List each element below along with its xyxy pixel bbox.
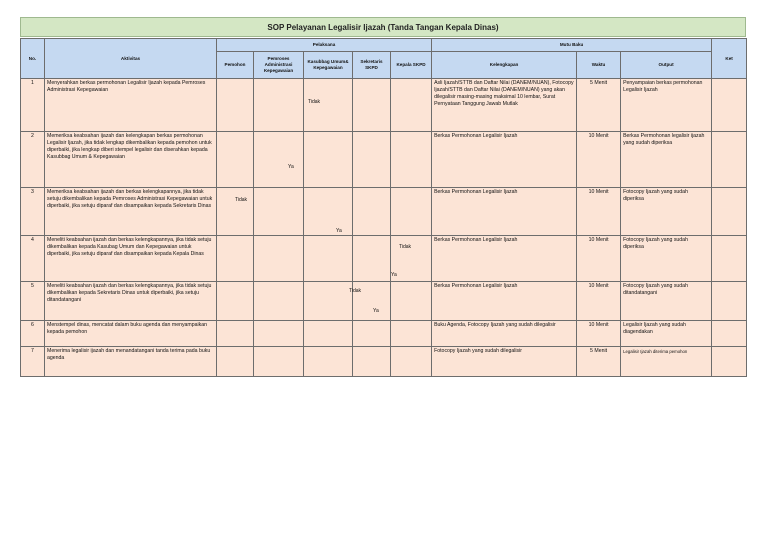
row-kelengkapan: Berkas Permohonan Legalisir Ijazah: [432, 188, 577, 236]
table-row: [21, 132, 747, 188]
sheet-title: SOP Pelayanan Legalisir Ijazah (Tanda Tangan Kepala Dinas): [20, 17, 746, 37]
header-ket: Ket: [712, 39, 747, 79]
table-row: [21, 188, 747, 236]
table-row: [21, 236, 747, 282]
header-no: No.: [21, 39, 45, 79]
header-pemohon: Pemohon: [217, 52, 254, 79]
row-output: Legalisir Ijazah yang sudah diagendakan: [621, 321, 712, 347]
row-waktu: 10 Menit: [577, 321, 621, 347]
row-no: 3: [21, 188, 45, 236]
decision-label: Ya: [288, 164, 294, 170]
table-row: [21, 282, 747, 321]
header-mutu-baku: Mutu Baku: [432, 39, 712, 52]
header-output: Output: [621, 52, 712, 79]
row-kelengkapan: Berkas Permohonan Legalisir Ijazah: [432, 236, 577, 282]
row-kelengkapan: Asli Ijazah/STTB dan Daftar Nilai (DANEM/NUAN), Fotocopy Ijazah/STTB dan Daftar Nilai (DANEM/NUAN) yang akan dilegalisir masing-masing maksimal 10 lembar, Surat Pernyataan Tanggung Jawab Mutlak: [432, 79, 577, 132]
row-waktu: 10 Menit: [577, 282, 621, 321]
row-kelengkapan: Berkas Permohonan Legalisir Ijazah: [432, 282, 577, 321]
header-pelaksana: Pelaksana: [217, 39, 432, 52]
header-kasubbag: Kasubbag Umum& Kepegawaian: [304, 52, 353, 79]
row-no: 1: [21, 79, 45, 132]
decision-label: Ya: [373, 308, 379, 314]
row-aktivitas: Menstempel dinas, mencatat dalam buku agenda dan menyampaikan kepada pemohon: [45, 321, 217, 347]
header-waktu: Waktu: [577, 52, 621, 79]
table-row: [21, 79, 747, 132]
row-aktivitas: Menerima legalisir ijazah dan menandatangani tanda terima pada buku agenda: [45, 347, 217, 377]
decision-label: Tidak: [235, 197, 248, 203]
row-waktu: 10 Menit: [577, 236, 621, 282]
sop-sheet: [20, 17, 746, 377]
row-output: Fotocopy Ijazah yang sudah ditandatangani: [621, 282, 712, 321]
decision-label: Tidak: [308, 99, 321, 105]
row-kelengkapan: Berkas Permohonan Legalisir Ijazah: [432, 132, 577, 188]
header-aktivitas: Aktivitas: [45, 39, 217, 79]
row-output: Penyampaian berkas permohonan Legalisir Ijazah: [621, 79, 712, 132]
header-pemroses: Pemroses Administrasi Kepegawaian: [254, 52, 304, 79]
row-aktivitas: Memeriksa keabsahan ijazah dan berkas kelengkapannya, jika tidak setuju dikembalikan kepada Pemroses Administrasi Kepegawaian untuk diperbaiki, jika setuju diparaf dan disampaikan kepada Sekretaris Dinas: [45, 188, 217, 236]
row-kelengkapan: Fotocopy Ijazah yang sudah dilegalisir: [432, 347, 577, 377]
row-no: 7: [21, 347, 45, 377]
row-waktu: 5 Menit: [577, 347, 621, 377]
decision-label: Ya: [391, 272, 397, 278]
table-row: [21, 321, 747, 347]
table-row: [21, 347, 747, 377]
row-aktivitas: Memeriksa keabsahan ijazah dan kelengkapan berkas permohonan Legalisir Ijazah, jika tidak lengkap dikembalikan kepada pemohon untuk diperbaiki, jika lengkap diberi stempel legalisir dan diserahkan kepada Kasubbag Umum & Kepegawaian: [45, 132, 217, 188]
row-aktivitas: Meneliti keabsahan ijazah dan berkas kelengkapannya, jika tidak setuju dikembalikan kepada Kasubag Umum dan Kepegawaian untuk diperbaiki, jika setuju diparaf dan disampaikan kepada Kepala Dinas: [45, 236, 217, 282]
decision-label: Tidak: [399, 244, 412, 250]
row-aktivitas: Menyerahkan berkas permohonan Legalisir Ijazah kepada Pemroses Administrasi Kepegawaian: [45, 79, 217, 132]
row-output: Fotocopy Ijazah yang sudah diperiksa: [621, 236, 712, 282]
row-aktivitas: Meneliti keabsahan ijazah dan berkas kelengkapannya, jika tidak setuju dikembalikan kepada Sekretaris Dinas untuk diperbaiki, jika setuju ditandatangani: [45, 282, 217, 321]
row-no: 5: [21, 282, 45, 321]
row-output: Fotocopy Ijazah yang sudah diperiksa: [621, 188, 712, 236]
row-waktu: 5 Menit: [577, 79, 621, 132]
row-no: 6: [21, 321, 45, 347]
row-output: Berkas Permohonan legalisir ijazah yang sudah diperiksa: [621, 132, 712, 188]
row-no: 2: [21, 132, 45, 188]
header-kelengkapan: Kelengkapan: [432, 52, 577, 79]
row-output: Legalisir Ijazah diterima pemohon: [621, 347, 712, 377]
row-no: 4: [21, 236, 45, 282]
header-sekretaris: Sekretaris SKPD: [353, 52, 391, 79]
decision-label: Tidak: [349, 288, 362, 294]
row-waktu: 10 Menit: [577, 188, 621, 236]
sop-table: [20, 38, 747, 377]
decision-label: Ya: [336, 228, 342, 234]
row-waktu: 10 Menit: [577, 132, 621, 188]
row-kelengkapan: Buku Agenda, Fotocopy Ijazah yang sudah dilegalisir: [432, 321, 577, 347]
header-kepala: Kepala SKPD: [391, 52, 432, 79]
